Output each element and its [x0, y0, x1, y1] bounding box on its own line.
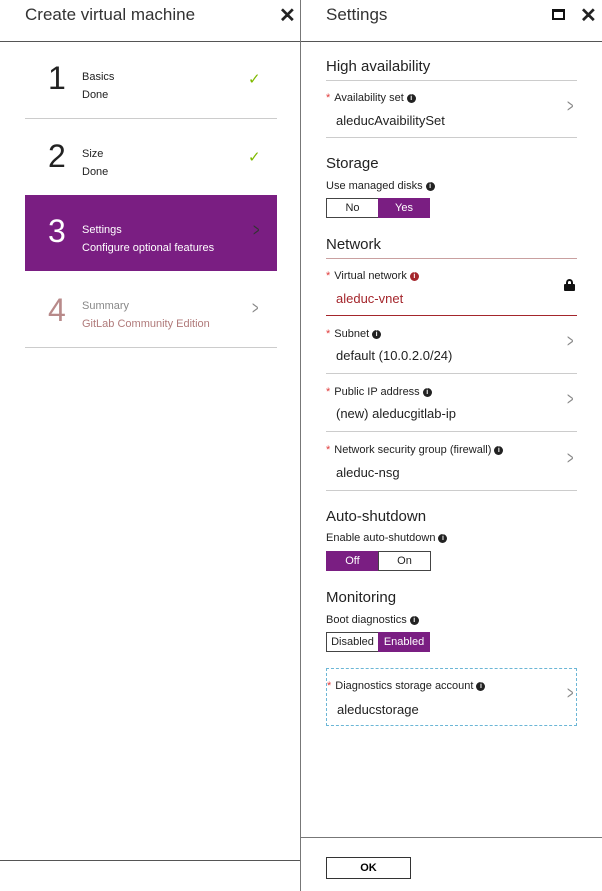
field-label: Diagnostics storage account — [335, 680, 474, 692]
blade-title: Create virtual machine — [25, 5, 196, 24]
info-icon: i — [407, 94, 416, 103]
field-label: Subnet — [334, 328, 370, 340]
field-value: aleducstorage — [337, 702, 419, 717]
auto-shutdown-on[interactable]: On — [378, 551, 431, 571]
step-number: 1 — [48, 60, 66, 96]
section-heading: Storage — [326, 155, 379, 172]
step-number: 2 — [48, 138, 66, 174]
managed-disks-yes[interactable]: Yes — [378, 198, 430, 218]
error-info-icon: i — [410, 272, 419, 281]
close-icon[interactable]: ✕ — [580, 5, 597, 27]
step-number: 3 — [48, 213, 66, 249]
step-status: GitLab Community Edition — [82, 318, 210, 330]
info-icon: i — [494, 446, 503, 455]
field-value: default (10.0.2.0/24) — [336, 348, 453, 363]
field-label: Public IP address — [334, 386, 420, 398]
field-value: aleducAvaibilitySet — [336, 113, 445, 128]
info-icon: i — [438, 534, 447, 543]
chevron-right-icon: > — [253, 220, 260, 240]
field-label: Enable auto-shutdown — [326, 532, 436, 544]
section-heading: High availability — [326, 58, 431, 75]
field-label: Virtual network — [334, 270, 407, 282]
section-heading: Network — [326, 236, 382, 253]
step-settings[interactable] — [25, 195, 277, 271]
lock-icon — [564, 279, 575, 291]
chevron-right-icon: > — [567, 331, 574, 351]
diagnostics-storage-field[interactable]: * Diagnostics storage account i aleducstorage > — [326, 668, 577, 726]
field-value: aleduc-nsg — [336, 465, 400, 480]
field-value: (new) aleducgitlab-ip — [336, 406, 456, 421]
step-status: Done — [82, 89, 109, 101]
maximize-icon[interactable] — [552, 9, 565, 20]
field-label: Availability set — [334, 92, 404, 104]
step-title: Size — [82, 148, 104, 160]
step-status: Configure optional features — [82, 242, 215, 254]
check-icon: ✓ — [248, 71, 261, 88]
auto-shutdown-off[interactable]: Off — [326, 551, 379, 571]
section-heading: Auto-shutdown — [326, 508, 427, 525]
info-icon: i — [410, 616, 419, 625]
chevron-right-icon: > — [252, 298, 259, 318]
chevron-right-icon: > — [567, 96, 574, 116]
step-number: 4 — [48, 292, 66, 328]
boot-diagnostics-enabled[interactable]: Enabled — [378, 632, 430, 652]
managed-disks-no[interactable]: No — [326, 198, 379, 218]
check-icon: ✓ — [248, 149, 261, 166]
step-title: Settings — [82, 224, 122, 236]
close-icon[interactable]: ✕ — [279, 5, 296, 27]
chevron-right-icon: > — [567, 448, 574, 468]
info-icon: i — [423, 388, 432, 397]
info-icon: i — [372, 330, 381, 339]
blade-title: Settings — [326, 5, 388, 24]
field-label: Use managed disks — [326, 180, 423, 192]
boot-diagnostics-disabled[interactable]: Disabled — [326, 632, 379, 652]
field-value: aleduc-vnet — [336, 291, 404, 306]
field-label: Network security group (firewall) — [334, 444, 492, 456]
info-icon: i — [476, 682, 485, 691]
chevron-right-icon: > — [567, 389, 574, 409]
ok-button[interactable]: OK — [326, 857, 411, 879]
field-label: Boot diagnostics — [326, 614, 407, 626]
step-title: Summary — [82, 300, 130, 312]
blade-divider — [300, 0, 301, 891]
step-status: Done — [82, 166, 109, 178]
chevron-right-icon: > — [567, 683, 574, 703]
section-heading: Monitoring — [326, 589, 397, 606]
step-title: Basics — [82, 71, 115, 83]
info-icon: i — [426, 182, 435, 191]
